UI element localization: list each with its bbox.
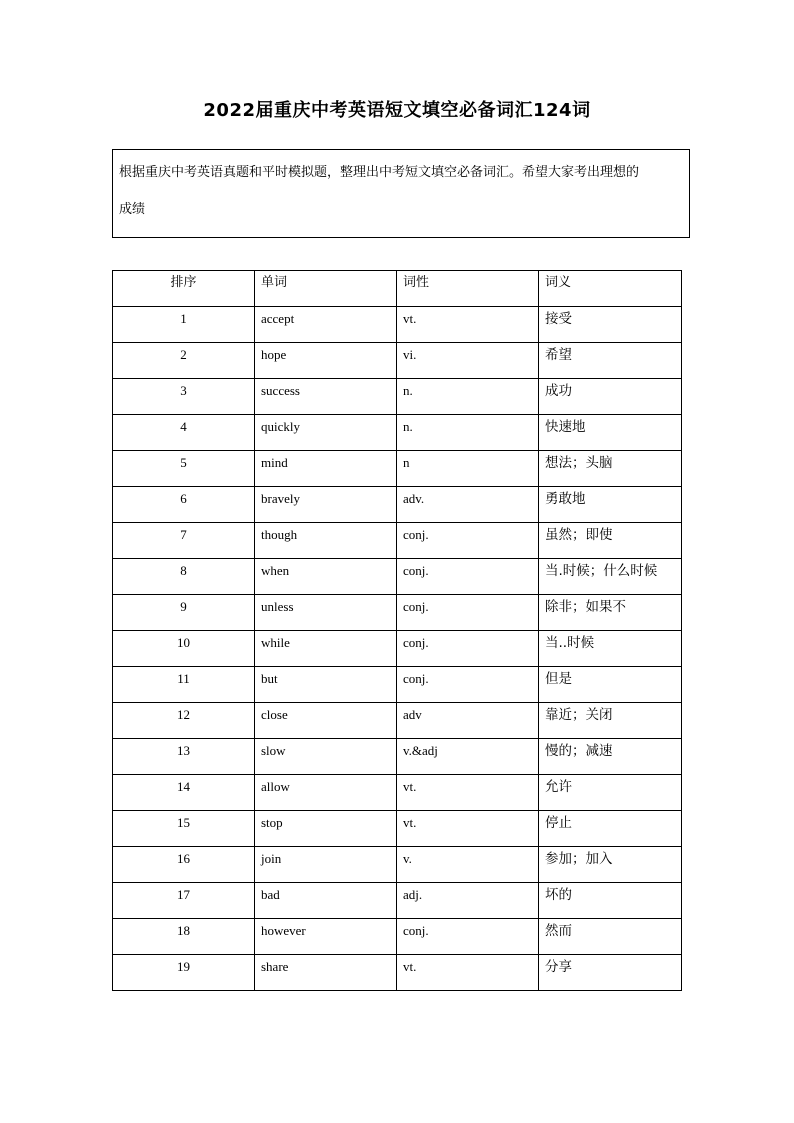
word-cell: share (255, 955, 397, 991)
word-cell: slow (255, 739, 397, 775)
rank-cell: 11 (113, 667, 255, 703)
part-of-speech-cell: adj. (397, 883, 539, 919)
meaning-cell: 当.时候；什么时候 (539, 559, 682, 595)
meaning-cell: 快速地 (539, 415, 682, 451)
document-title: 2022届重庆中考英语短文填空必备词汇124词 (203, 100, 591, 121)
meaning-cell: 参加；加入 (539, 847, 682, 883)
rank-cell: 6 (113, 487, 255, 523)
part-of-speech-cell: conj. (397, 919, 539, 955)
word-cell: but (255, 667, 397, 703)
word-cell: allow (255, 775, 397, 811)
meaning-cell: 分享 (539, 955, 682, 991)
part-of-speech-cell: n (397, 451, 539, 487)
table-row (113, 739, 682, 775)
table-row (113, 559, 682, 595)
rank-cell: 12 (113, 703, 255, 739)
part-of-speech-cell: conj. (397, 559, 539, 595)
part-of-speech-cell: adv (397, 703, 539, 739)
meaning-cell: 除非；如果不 (539, 595, 682, 631)
rank-cell: 14 (113, 775, 255, 811)
meaning-cell: 允许 (539, 775, 682, 811)
word-cell: when (255, 559, 397, 595)
table-row (113, 307, 682, 343)
table-row (113, 631, 682, 667)
table-row (113, 847, 682, 883)
meaning-cell: 虽然；即使 (539, 523, 682, 559)
part-of-speech-cell: v.&adj (397, 739, 539, 775)
word-cell: unless (255, 595, 397, 631)
part-of-speech-cell: vt. (397, 775, 539, 811)
rank-cell: 19 (113, 955, 255, 991)
header-meaning: 词义 (539, 271, 682, 307)
rank-cell: 9 (113, 595, 255, 631)
rank-cell: 18 (113, 919, 255, 955)
part-of-speech-cell: vi. (397, 343, 539, 379)
table-row (113, 883, 682, 919)
rank-cell: 1 (113, 307, 255, 343)
table-row (113, 523, 682, 559)
table-body (113, 307, 682, 991)
word-cell: though (255, 523, 397, 559)
rank-cell: 15 (113, 811, 255, 847)
word-cell: stop (255, 811, 397, 847)
word-cell: quickly (255, 415, 397, 451)
rank-cell: 16 (113, 847, 255, 883)
meaning-cell: 停止 (539, 811, 682, 847)
header-part-of-speech: 词性 (397, 271, 539, 307)
rank-cell: 5 (113, 451, 255, 487)
rank-cell: 2 (113, 343, 255, 379)
meaning-cell: 但是 (539, 667, 682, 703)
meaning-cell: 接受 (539, 307, 682, 343)
intro-line-2: 成绩 (119, 202, 146, 217)
word-cell: accept (255, 307, 397, 343)
word-cell: success (255, 379, 397, 415)
table-row (113, 595, 682, 631)
word-cell: join (255, 847, 397, 883)
meaning-cell: 成功 (539, 379, 682, 415)
meaning-cell: 勇敢地 (539, 487, 682, 523)
table-row (113, 775, 682, 811)
table-row (113, 955, 682, 991)
rank-cell: 3 (113, 379, 255, 415)
meaning-cell: 然而 (539, 919, 682, 955)
part-of-speech-cell: conj. (397, 523, 539, 559)
vocabulary-table (112, 270, 682, 991)
part-of-speech-cell: v. (397, 847, 539, 883)
word-cell: bravely (255, 487, 397, 523)
part-of-speech-cell: conj. (397, 667, 539, 703)
word-cell: close (255, 703, 397, 739)
intro-box (112, 149, 690, 238)
table-row (113, 415, 682, 451)
word-cell: hope (255, 343, 397, 379)
table-row (113, 451, 682, 487)
table-row (113, 703, 682, 739)
meaning-cell: 慢的；减速 (539, 739, 682, 775)
part-of-speech-cell: n. (397, 415, 539, 451)
rank-cell: 8 (113, 559, 255, 595)
word-cell: mind (255, 451, 397, 487)
table-row (113, 811, 682, 847)
rank-cell: 10 (113, 631, 255, 667)
part-of-speech-cell: conj. (397, 631, 539, 667)
meaning-cell: 坏的 (539, 883, 682, 919)
table-header-row (113, 271, 682, 307)
part-of-speech-cell: adv. (397, 487, 539, 523)
rank-cell: 7 (113, 523, 255, 559)
table-row (113, 379, 682, 415)
meaning-cell: 希望 (539, 343, 682, 379)
header-word: 单词 (255, 271, 397, 307)
part-of-speech-cell: vt. (397, 307, 539, 343)
header-rank: 排序 (113, 271, 255, 307)
table-row (113, 919, 682, 955)
table-row (113, 487, 682, 523)
part-of-speech-cell: n. (397, 379, 539, 415)
part-of-speech-cell: vt. (397, 811, 539, 847)
word-cell: while (255, 631, 397, 667)
meaning-cell: 靠近；关闭 (539, 703, 682, 739)
table-row (113, 667, 682, 703)
rank-cell: 4 (113, 415, 255, 451)
word-cell: however (255, 919, 397, 955)
word-cell: bad (255, 883, 397, 919)
rank-cell: 17 (113, 883, 255, 919)
rank-cell: 13 (113, 739, 255, 775)
meaning-cell: 当..时候 (539, 631, 682, 667)
part-of-speech-cell: vt. (397, 955, 539, 991)
table-row (113, 343, 682, 379)
intro-line-1: 根据重庆中考英语真题和平时模拟题，整理出中考短文填空必备词汇。希望大家考出理想的 (119, 165, 640, 180)
meaning-cell: 想法；头脑 (539, 451, 682, 487)
part-of-speech-cell: conj. (397, 595, 539, 631)
